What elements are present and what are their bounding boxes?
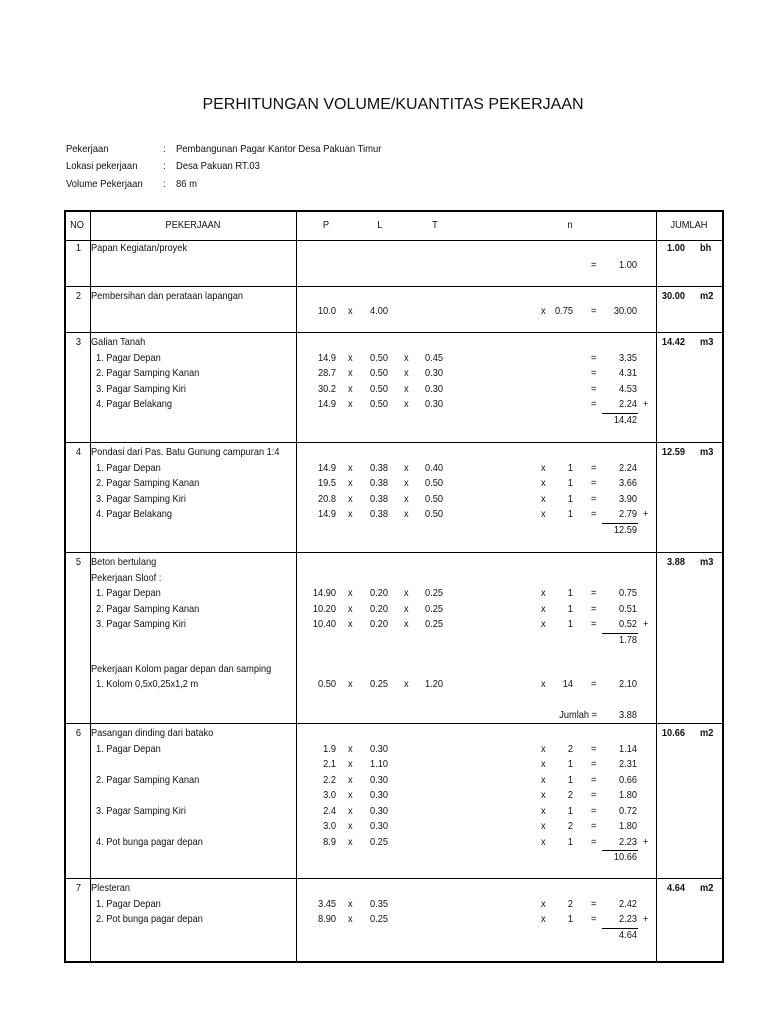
item-label: 2. Pagar Samping Kanan xyxy=(96,367,200,379)
value-p: 10.20 xyxy=(312,602,336,615)
total-value: 14.42 xyxy=(613,413,637,426)
multiply-sign: x xyxy=(348,492,353,505)
multiply-sign: x xyxy=(541,508,546,520)
item-label: 3. Pagar Samping Kiri xyxy=(96,492,186,505)
header-jumlah: JUMLAH xyxy=(670,219,708,231)
value-result: 2.42 xyxy=(619,897,637,910)
item-label: 4. Pagar Belakang xyxy=(96,508,173,520)
value-p: 14.9 xyxy=(318,461,336,474)
header-bottom-border xyxy=(64,240,723,241)
multiply-sign: x xyxy=(404,492,409,505)
header-l: L xyxy=(377,219,383,231)
value-p: 14.9 xyxy=(318,508,336,520)
value-result: 1.00 xyxy=(619,259,637,271)
value-l: 0.30 xyxy=(370,820,388,832)
multiply-sign: x xyxy=(348,398,353,410)
equals-sign: = xyxy=(591,897,597,910)
column-divider xyxy=(90,210,91,961)
multiply-sign: x xyxy=(404,587,409,599)
value-p: 0.50 xyxy=(318,678,336,691)
multiply-sign: x xyxy=(541,758,546,770)
row-number: 1 xyxy=(75,242,81,254)
item-title: Beton bertulang xyxy=(91,556,157,568)
value-t: 0.25 xyxy=(425,587,443,599)
multiply-sign: x xyxy=(541,820,546,832)
jumlah-value: 10.66 xyxy=(661,727,685,739)
value-n: 0.75 xyxy=(555,305,573,317)
item-label: 2. Pagar Samping Kanan xyxy=(96,602,200,615)
page-title: PERHITUNGAN VOLUME/KUANTITAS PEKERJAAN xyxy=(202,96,584,113)
item-label: 4. Pot bunga pagar depan xyxy=(96,835,203,848)
row-number: 4 xyxy=(75,446,81,458)
table-right-border xyxy=(722,210,724,963)
value-p: 8.90 xyxy=(318,913,336,925)
equals-sign: = xyxy=(591,618,597,630)
value-t: 0.30 xyxy=(425,367,443,379)
jumlah-unit: m2 xyxy=(700,882,714,894)
multiply-sign: x xyxy=(541,773,546,786)
multiply-sign: x xyxy=(404,678,409,691)
value-result: 2.31 xyxy=(619,758,637,770)
value-n: 1 xyxy=(567,618,573,630)
multiply-sign: x xyxy=(348,351,353,364)
value-result: 2.23 xyxy=(619,835,637,848)
value-p: 3.0 xyxy=(323,820,336,832)
header-t: T xyxy=(432,219,438,231)
jumlah-unit: m3 xyxy=(700,336,714,348)
multiply-sign: x xyxy=(348,758,353,770)
jumlah-value: 30.00 xyxy=(661,290,685,302)
jumlah-value: 12.59 xyxy=(661,446,685,458)
value-l: 0.25 xyxy=(370,913,388,925)
jumlah-value: 3.88 xyxy=(667,556,685,568)
value-l: 0.25 xyxy=(370,835,388,848)
multiply-sign: x xyxy=(541,602,546,615)
value-result: 2.79 xyxy=(619,508,637,520)
multiply-sign: x xyxy=(404,618,409,630)
item-subtitle: Pekerjaan Kolom pagar depan dan samping xyxy=(91,662,272,675)
section-divider xyxy=(64,552,723,553)
jumlah-unit: m2 xyxy=(700,290,714,302)
equals-sign: = xyxy=(591,587,597,599)
equals-sign: = xyxy=(591,678,597,691)
value-n: 1 xyxy=(567,508,573,520)
value-result: 0.72 xyxy=(619,804,637,817)
jumlah-unit: m2 xyxy=(700,727,714,739)
equals-sign: = xyxy=(591,789,597,801)
value-l: 0.25 xyxy=(370,678,388,691)
multiply-sign: x xyxy=(348,602,353,615)
value-l: 0.20 xyxy=(370,587,388,599)
section-divider xyxy=(64,442,723,443)
value-t: 0.25 xyxy=(425,618,443,630)
multiply-sign: x xyxy=(348,508,353,520)
equals-sign: = xyxy=(591,259,597,271)
value-p: 3.45 xyxy=(318,897,336,910)
jumlah-value: 4.64 xyxy=(667,882,685,894)
value-t: 0.30 xyxy=(425,382,443,395)
multiply-sign: x xyxy=(541,461,546,474)
item-subtitle: Pekerjaan Sloof : xyxy=(91,571,162,584)
value-result: 30.00 xyxy=(613,305,637,317)
equals-sign: = xyxy=(591,804,597,817)
item-label: 4. Pagar Belakang xyxy=(96,398,173,410)
value-result: 2.23 xyxy=(619,913,637,925)
value-p: 30.2 xyxy=(318,382,336,395)
equals-sign: = xyxy=(591,351,597,364)
multiply-sign: x xyxy=(404,461,409,474)
item-title: Plesteran xyxy=(91,882,131,894)
value-l: 1.10 xyxy=(370,758,388,770)
info-sep: : xyxy=(163,160,166,172)
equals-sign: = xyxy=(591,835,597,848)
value-l: 0.38 xyxy=(370,461,388,474)
value-l: 0.38 xyxy=(370,477,388,489)
value-p: 2.2 xyxy=(323,773,336,786)
equals-sign: = xyxy=(591,773,597,786)
multiply-sign: x xyxy=(404,508,409,520)
multiply-sign: x xyxy=(348,913,353,925)
multiply-sign: x xyxy=(404,367,409,379)
value-result: 0.66 xyxy=(619,773,637,786)
multiply-sign: x xyxy=(348,789,353,801)
info-value: 86 m xyxy=(176,178,198,190)
total-value: 12.59 xyxy=(613,523,637,536)
value-result: 3.90 xyxy=(619,492,637,505)
plus-sign: + xyxy=(643,508,649,520)
equals-sign: = xyxy=(591,382,597,395)
info-label: Lokasi pekerjaan xyxy=(66,160,138,172)
item-title: Pondasi dari Pas. Batu Gunung campuran 1:4 xyxy=(91,446,280,458)
item-label: 1. Pagar Depan xyxy=(96,351,161,364)
equals-sign: = xyxy=(591,913,597,925)
table-left-border xyxy=(64,210,66,963)
value-n: 2 xyxy=(567,820,573,832)
value-l: 4.00 xyxy=(370,305,388,317)
value-l: 0.20 xyxy=(370,602,388,615)
item-label: 3. Pagar Samping Kiri xyxy=(96,618,186,630)
value-l: 0.38 xyxy=(370,508,388,520)
value-n: 1 xyxy=(567,461,573,474)
value-n: 1 xyxy=(567,477,573,489)
multiply-sign: x xyxy=(541,835,546,848)
value-p: 28.7 xyxy=(318,367,336,379)
header-n: n xyxy=(567,219,573,231)
info-sep: : xyxy=(163,178,166,190)
info-value: Pembangunan Pagar Kantor Desa Pakuan Timur xyxy=(176,143,382,155)
item-label: 1. Pagar Depan xyxy=(96,897,161,910)
value-result: 1.14 xyxy=(619,742,637,755)
item-title: Papan Kegiatan/proyek xyxy=(91,242,188,254)
value-l: 0.38 xyxy=(370,492,388,505)
value-p: 10.40 xyxy=(312,618,336,630)
value-l: 0.30 xyxy=(370,773,388,786)
plus-sign: + xyxy=(643,618,649,630)
value-result: 0.52 xyxy=(619,618,637,630)
value-p: 1.9 xyxy=(323,742,336,755)
multiply-sign: x xyxy=(541,587,546,599)
value-t: 0.50 xyxy=(425,508,443,520)
header-p: P xyxy=(322,219,330,231)
value-result: 3.35 xyxy=(619,351,637,364)
multiply-sign: x xyxy=(348,820,353,832)
multiply-sign: x xyxy=(348,305,353,317)
value-t: 1.20 xyxy=(425,678,443,691)
multiply-sign: x xyxy=(541,897,546,910)
value-p: 20.8 xyxy=(318,492,336,505)
multiply-sign: x xyxy=(348,804,353,817)
value-result: 1.80 xyxy=(619,820,637,832)
value-n: 1 xyxy=(567,804,573,817)
multiply-sign: x xyxy=(404,398,409,410)
equals-sign: = xyxy=(591,820,597,832)
equals-sign: = xyxy=(591,367,597,379)
multiply-sign: x xyxy=(404,602,409,615)
jumlah-unit: m3 xyxy=(700,446,714,458)
total-value: 4.64 xyxy=(619,928,637,941)
value-l: 0.30 xyxy=(370,804,388,817)
multiply-sign: x xyxy=(541,678,546,691)
value-n: 1 xyxy=(567,492,573,505)
value-result: 2.24 xyxy=(619,461,637,474)
item-label: 2. Pot bunga pagar depan xyxy=(96,913,203,925)
value-result: 0.75 xyxy=(619,587,637,599)
value-n: 1 xyxy=(567,913,573,925)
multiply-sign: x xyxy=(348,835,353,848)
plus-sign: + xyxy=(643,835,649,848)
equals-sign: = xyxy=(591,758,597,770)
value-t: 0.30 xyxy=(425,398,443,410)
value-n: 2 xyxy=(567,789,573,801)
item-title: Pembersihan dan perataan lapangan xyxy=(91,290,244,302)
value-result: 0.51 xyxy=(619,602,637,615)
value-result: 2.10 xyxy=(619,678,637,691)
value-t: 0.50 xyxy=(425,477,443,489)
value-l: 0.50 xyxy=(370,351,388,364)
value-p: 2.1 xyxy=(323,758,336,770)
value-p: 14.9 xyxy=(318,351,336,364)
value-n: 1 xyxy=(567,602,573,615)
multiply-sign: x xyxy=(348,618,353,630)
value-l: 0.35 xyxy=(370,897,388,910)
header-pekerjaan: PEKERJAAN xyxy=(165,219,221,231)
table-bottom-border xyxy=(64,961,723,963)
value-result: 4.31 xyxy=(619,367,637,379)
row-number: 3 xyxy=(75,336,81,348)
table-top-border xyxy=(64,210,723,212)
item-label: 1. Pagar Depan xyxy=(96,461,161,474)
item-label: 2. Pagar Samping Kanan xyxy=(96,477,200,489)
section-divider xyxy=(64,286,723,287)
value-l: 0.50 xyxy=(370,382,388,395)
equals-sign: = xyxy=(591,305,597,317)
value-result: 2.24 xyxy=(619,398,637,410)
value-l: 0.50 xyxy=(370,398,388,410)
equals-sign: = xyxy=(591,602,597,615)
row-number: 5 xyxy=(75,556,81,568)
item-label: 3. Pagar Samping Kiri xyxy=(96,804,186,817)
multiply-sign: x xyxy=(348,678,353,691)
total-value: 3.88 xyxy=(619,709,637,722)
equals-sign: = xyxy=(591,742,597,755)
multiply-sign: x xyxy=(541,305,546,317)
equals-sign: = xyxy=(591,461,597,474)
item-label: 1. Kolom 0,5x0,25x1,2 m xyxy=(96,678,199,691)
multiply-sign: x xyxy=(541,618,546,630)
info-value: Desa Pakuan RT.03 xyxy=(176,160,260,172)
section-divider xyxy=(64,878,723,879)
jumlah-label: Jumlah = xyxy=(559,709,597,722)
header-no: NO xyxy=(70,219,84,231)
multiply-sign: x xyxy=(541,913,546,925)
multiply-sign: x xyxy=(541,477,546,489)
multiply-sign: x xyxy=(404,382,409,395)
column-divider xyxy=(656,210,657,961)
item-title: Pasangan dinding dari batako xyxy=(91,727,214,739)
item-label: 3. Pagar Samping Kiri xyxy=(96,382,186,395)
column-divider xyxy=(296,210,297,961)
equals-sign: = xyxy=(591,477,597,489)
value-result: 3.66 xyxy=(619,477,637,489)
jumlah-value: 1.00 xyxy=(667,242,685,254)
item-title: Galian Tanah xyxy=(91,336,146,348)
equals-sign: = xyxy=(591,398,597,410)
multiply-sign: x xyxy=(541,742,546,755)
row-number: 7 xyxy=(75,882,81,894)
value-n: 1 xyxy=(567,835,573,848)
plus-sign: + xyxy=(643,398,649,410)
info-label: Pekerjaan xyxy=(66,143,109,155)
multiply-sign: x xyxy=(348,773,353,786)
multiply-sign: x xyxy=(348,367,353,379)
value-n: 2 xyxy=(567,897,573,910)
value-l: 0.50 xyxy=(370,367,388,379)
value-n: 14 xyxy=(562,678,573,691)
multiply-sign: x xyxy=(348,477,353,489)
multiply-sign: x xyxy=(348,742,353,755)
value-t: 0.25 xyxy=(425,602,443,615)
multiply-sign: x xyxy=(348,461,353,474)
equals-sign: = xyxy=(591,492,597,505)
section-divider xyxy=(64,332,723,333)
value-t: 0.45 xyxy=(425,351,443,364)
total-value: 10.66 xyxy=(613,851,637,863)
jumlah-unit: bh xyxy=(700,242,712,254)
value-l: 0.20 xyxy=(370,618,388,630)
row-number: 2 xyxy=(75,290,81,302)
multiply-sign: x xyxy=(404,477,409,489)
value-n: 1 xyxy=(567,773,573,786)
multiply-sign: x xyxy=(348,897,353,910)
value-p: 14.90 xyxy=(312,587,336,599)
item-label: 1. Pagar Depan xyxy=(96,742,161,755)
multiply-sign: x xyxy=(541,804,546,817)
value-p: 3.0 xyxy=(323,789,336,801)
value-l: 0.30 xyxy=(370,789,388,801)
value-p: 10.0 xyxy=(318,305,336,317)
value-p: 8.9 xyxy=(323,835,336,848)
equals-sign: = xyxy=(591,508,597,520)
multiply-sign: x xyxy=(348,587,353,599)
value-result: 4.53 xyxy=(619,382,637,395)
info-sep: : xyxy=(163,143,166,155)
value-t: 0.50 xyxy=(425,492,443,505)
info-label: Volume Pekerjaan xyxy=(66,178,143,190)
multiply-sign: x xyxy=(541,492,546,505)
multiply-sign: x xyxy=(541,789,546,801)
value-p: 14.9 xyxy=(318,398,336,410)
value-t: 0.40 xyxy=(425,461,443,474)
value-n: 2 xyxy=(567,742,573,755)
value-result: 1.80 xyxy=(619,789,637,801)
plus-sign: + xyxy=(643,913,649,925)
value-l: 0.30 xyxy=(370,742,388,755)
section-divider xyxy=(64,723,723,724)
item-label: 2. Pagar Samping Kanan xyxy=(96,773,200,786)
multiply-sign: x xyxy=(404,351,409,364)
value-n: 1 xyxy=(567,587,573,599)
multiply-sign: x xyxy=(348,382,353,395)
item-label: 1. Pagar Depan xyxy=(96,587,161,599)
row-number: 6 xyxy=(75,727,81,739)
value-p: 19.5 xyxy=(318,477,336,489)
subtotal-value: 1.78 xyxy=(619,633,637,646)
jumlah-value: 14.42 xyxy=(661,336,685,348)
value-p: 2.4 xyxy=(323,804,336,817)
value-n: 1 xyxy=(567,758,573,770)
jumlah-unit: m3 xyxy=(700,556,714,568)
